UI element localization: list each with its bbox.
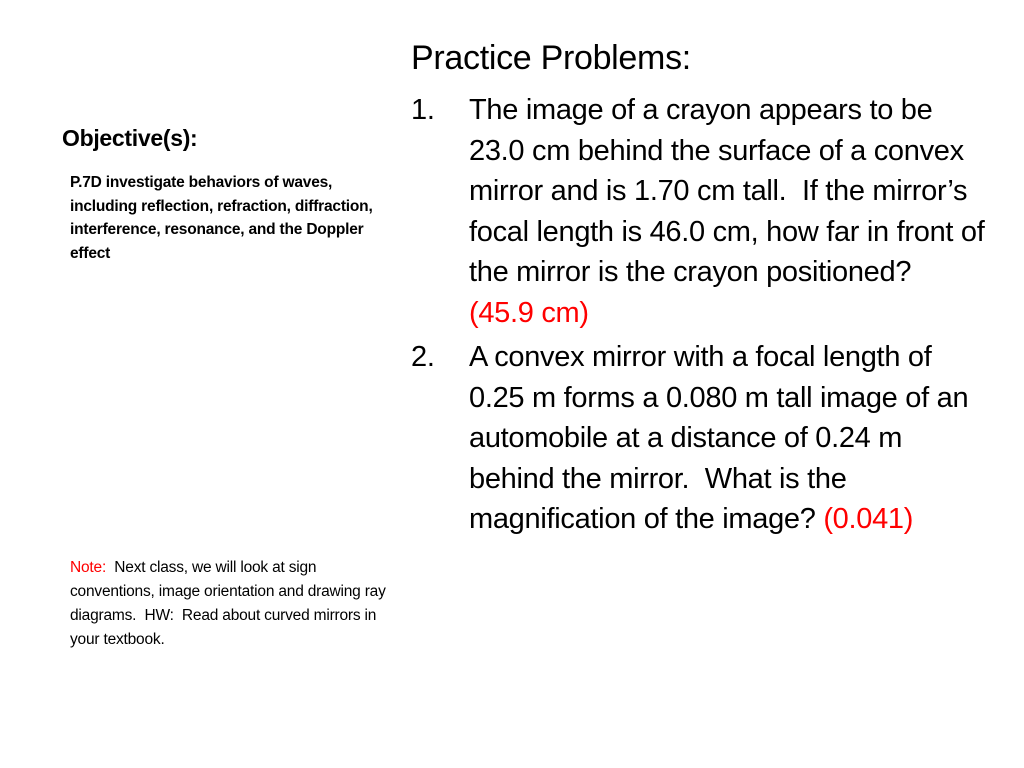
problem-number: 1.: [411, 94, 435, 126]
problem-answer: (0.041): [823, 503, 914, 535]
problem-text: The image of a crayon appears to be 23.0 cm behind the surface of a convex mirror and is 1.70 cm tall. If the mirror’s focal length is 46.0 cm, how far in front of the mirror is the crayon positioned?: [469, 94, 993, 288]
practice-problems-heading: Practice Problems:: [411, 39, 691, 77]
problem-text: A convex mirror with a focal length of 0.25 m forms a 0.080 m tall image of an automobile at a distance of 0.24 m behind the mirror. What is the magnification of the image?: [469, 341, 977, 535]
objectives-title: Objective(s):: [62, 125, 198, 151]
objective-standard-text: P.7D investigate behaviors of waves, including reflection, refraction, diffraction, interference, resonance, and the Doppler effect: [70, 174, 373, 262]
problem-list: [411, 90, 991, 540]
note-text: Next class, we will look at sign conventions, image orientation and drawing ray diagrams. HW: Read about curved mirrors in your textbook.: [70, 559, 390, 648]
note-label: Note:: [70, 559, 107, 576]
problem-item-1: [411, 90, 991, 333]
problem-number: 2.: [411, 341, 435, 373]
problem-answer: (45.9 cm): [469, 296, 589, 329]
note-block: [70, 556, 400, 652]
problem-item-2: [411, 337, 991, 540]
